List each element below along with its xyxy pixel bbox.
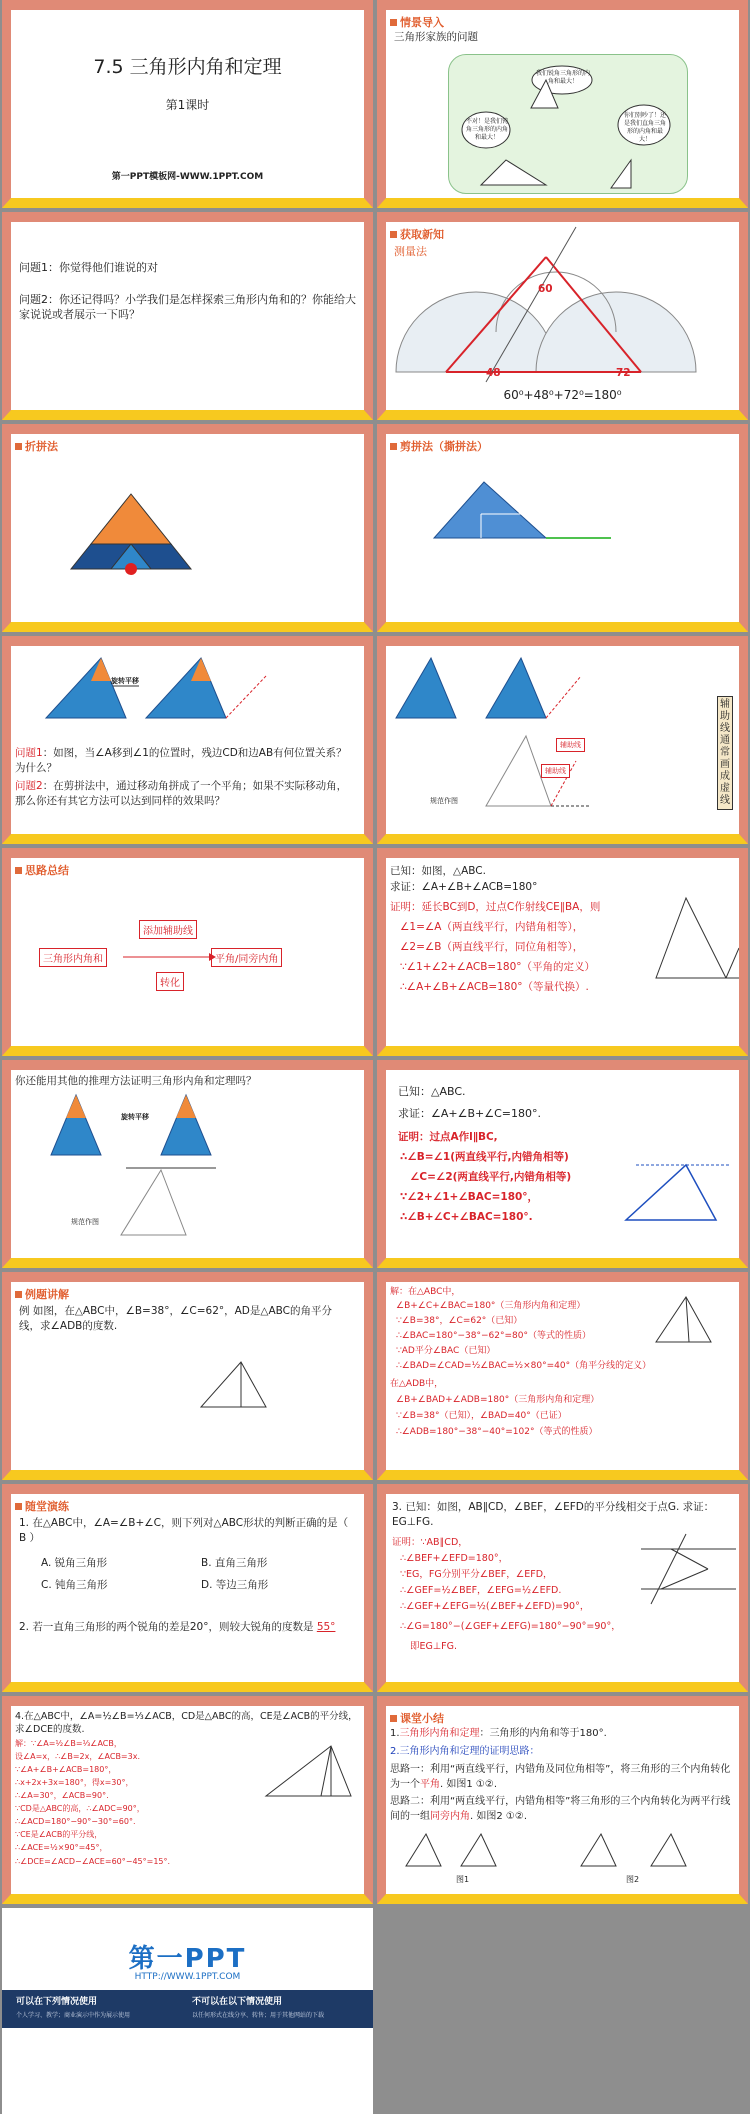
- ad-url: HTTP://WWW.1PPT.COM: [134, 1972, 241, 1982]
- exercise-4-figure: [11, 1706, 364, 1894]
- other-proof-question: 你还能用其他的推理方法证明三角形内角和定理吗？: [15, 1075, 257, 1087]
- sum-formula: 60⁰+48⁰+72⁰=180⁰: [503, 388, 622, 402]
- intro-question: 三角形家族的问题: [394, 31, 478, 43]
- slide-title: [2, 0, 373, 208]
- slide-ad: [2, 1908, 373, 2114]
- to-prove: 求证：∠A+∠B+∠C=180°.: [398, 1107, 541, 1120]
- sol-8: ∠B+∠BAD+∠ADB=180°（三角形内角和定理）: [396, 1395, 600, 1405]
- ex4-4: ∴x+2x+3x=180°，得x=30°，: [15, 1778, 134, 1787]
- ad-banner: [2, 1990, 373, 2028]
- sol-7: 在△ADB中，: [390, 1379, 444, 1389]
- summary-1: 1.三角形内角和定理：三角形的内角和等于180°.: [390, 1728, 607, 1739]
- sol-3: ∵∠B=38°，∠C=62°（已知）: [396, 1316, 523, 1326]
- question-2: 问题2：你还记得吗？小学我们是怎样探索三角形内角和的？你能给大家说说或者展示一下吗？: [19, 293, 356, 321]
- sol-5: ∵AD平分∠BAC（已知）: [396, 1346, 496, 1356]
- aux-label-2: 辅助线: [556, 738, 585, 752]
- other-proof-figure: [11, 1070, 364, 1258]
- example-text: 例 如图，在△ABC中，∠B=38°，∠C=62°，AD是△ABC的角平分线，求∠ADB的度数.: [19, 1305, 332, 1332]
- bubble-obtuse: 不对！是我们钝角三角形的内角和最大！: [466, 118, 509, 141]
- proof-line-4: ∵∠2+∠1+∠BAC=180°，: [400, 1191, 539, 1203]
- problem-2: 问题2：在剪拼法中，通过移动角拼成了一个平角；如果不实际移动角，那么你还有其它方法可以达到同样的效果吗？: [15, 780, 348, 807]
- exercise-1: 1. 在△ABC中，∠A=∠B+∠C，则下列对△ABC形状的判断正确的是（ B ）: [19, 1517, 349, 1544]
- can-use: 可以在下列情况使用: [16, 1997, 98, 2007]
- proof-line-1: 证明：过点A作l∥BC,: [398, 1131, 498, 1143]
- section-tag: 思路总结: [15, 862, 69, 878]
- slide-proof-2: [377, 1060, 748, 1268]
- sol-2: ∠B+∠C+∠BAC=180°（三角形内角和定理）: [396, 1301, 586, 1311]
- triangle-family-illustration: [386, 10, 739, 198]
- sol-9: ∵∠B=38°（已知），∠BAD=40°（已证）: [396, 1411, 567, 1421]
- question-1: 问题1：你觉得他们谁说的对: [19, 261, 158, 274]
- given: 已知：如图，△ABC.: [390, 865, 486, 877]
- exercise-2: 2. 若一直角三角形的两个锐角的差是20°，则较大锐角的度数是 55°: [19, 1621, 336, 1633]
- slide-intro: [377, 0, 748, 208]
- option-b: B. 直角三角形: [201, 1557, 268, 1569]
- slide-cut: [377, 424, 748, 632]
- exercise-4: 4.在△ABC中，∠A=½∠B=⅓∠ACB，CD是△ABC的高，CE是∠ACB的平分线，求∠DCE的度数.: [15, 1711, 358, 1735]
- slide-exercise-4: [2, 1696, 373, 1904]
- ex4-2: 设∠A=x，∴∠B=2x，∠ACB=3x.: [15, 1752, 141, 1761]
- page-subtitle: 第1课时: [165, 98, 210, 112]
- section-tag: 获取新知: [390, 226, 444, 242]
- figure-2-label: 图2: [626, 1875, 640, 1884]
- section-tag: 课堂小结: [390, 1710, 444, 1726]
- angle-48: 48: [486, 367, 501, 379]
- exercise-3-figure: [386, 1494, 739, 1682]
- to-prove: 求证：∠A+∠B+∠ACB=180°: [390, 881, 538, 893]
- proof-line-5: ∴∠A+∠B+∠ACB=180°（等量代换）.: [400, 981, 589, 993]
- aux-label-1: 辅助线: [541, 764, 570, 778]
- given: 已知：△ABC.: [398, 1085, 466, 1098]
- angle-72: 72: [616, 367, 631, 379]
- section-tag: 剪拼法（撕拼法）: [390, 438, 488, 454]
- summary-figures: [386, 1706, 739, 1894]
- ex4-10: ∴∠DCE=∠ACD−∠ACE=60°−45°=15°.: [15, 1857, 171, 1866]
- exercise-3: 3. 已知：如图，AB∥CD，∠BEF，∠EFD的平分线相交于点G. 求证：EG⊥FG.: [392, 1501, 715, 1528]
- slide-other-proof: [2, 1060, 373, 1268]
- slide-problem: [2, 636, 373, 844]
- slide-summary-idea: [2, 848, 373, 1056]
- proof-figure: [386, 858, 739, 1046]
- slide-exercise: [2, 1484, 373, 1692]
- ex3-4: ∴∠GEF=½∠BEF，∠EFG=½∠EFD.: [400, 1585, 562, 1596]
- summary-4: 思路二：利用“两直线平行，内错角相等”将三角形的三个内角转化为两平行线间的一组同旁内角. 如图2 ①②.: [390, 1796, 731, 1822]
- solution-figure: [386, 1282, 739, 1470]
- section-tag: 折拼法: [15, 438, 58, 454]
- rotate-label: 旋转平移: [121, 1113, 149, 1121]
- ex4-5: ∴∠A=30°，∠ACB=90°.: [15, 1791, 109, 1800]
- fold-triangle-illustration: [11, 434, 364, 622]
- summary-2: 2.三角形内角和定理的证明思路：: [390, 1746, 540, 1757]
- sol-10: ∴∠ADB=180°−38°−40°=102°（等式的性质）: [396, 1427, 598, 1437]
- box-aux-line: 添加辅助线: [139, 920, 197, 939]
- ad-logo: 第一PPT: [128, 1944, 247, 1974]
- option-a: A. 锐角三角形: [41, 1557, 108, 1569]
- ex4-1: 解：∵∠A=½∠B=⅓∠ACB，: [15, 1739, 122, 1748]
- section-tag: 随堂演练: [15, 1498, 69, 1514]
- cannot-use: 不可以在以下情况使用: [192, 1997, 283, 2007]
- flow-arrow: [11, 858, 364, 1046]
- box-angle-sum: 三角形内角和: [39, 948, 107, 967]
- slide-fold: [2, 424, 373, 632]
- ex4-9: ∴∠ACE=½×90°=45°，: [15, 1843, 108, 1852]
- proof-figure: [386, 1070, 739, 1258]
- slide-summary: [377, 1696, 748, 1904]
- ex3-7: 即EG⊥FG.: [410, 1641, 457, 1652]
- protractor-illustration: [386, 222, 739, 410]
- section-tag: 情景导入: [390, 14, 444, 30]
- ex3-5: ∴∠GEF+∠EFG=½(∠BEF+∠EFD)=90°，: [400, 1601, 590, 1612]
- proof-line-2: ∴∠B=∠1(两直线平行,内错角相等): [400, 1151, 569, 1163]
- ex4-8: ∵CE是∠ACB的平分线，: [15, 1830, 103, 1839]
- proof-line-3: ∠C=∠2(两直线平行,内错角相等): [410, 1171, 572, 1183]
- norm-label: 规范作图: [430, 797, 458, 805]
- ex4-7: ∴∠ACD=180°−90°−30°=60°.: [15, 1817, 136, 1826]
- figure-1-label: 图1: [456, 1875, 470, 1884]
- ex3-3: ∵EG，FG分别平分∠BEF，∠EFD，: [400, 1569, 553, 1580]
- proof-line-1: 证明：延长BC到D，过点C作射线CE∥BA，则: [390, 901, 601, 913]
- bubble-right: 你们别吵了！还是我们直角三角形的内角和最大！: [623, 112, 666, 143]
- proof-line-3: ∠2=∠B（两直线平行，同位角相等），: [400, 941, 584, 953]
- proof-line-4: ∵∠1+∠2+∠ACB=180°（平角的定义）: [400, 961, 595, 973]
- footer-link: 第一PPT模板网-WWW.1PPT.COM: [111, 172, 264, 182]
- ex4-6: ∵CD是△ABC的高，∴∠ADC=90°，: [15, 1804, 145, 1813]
- option-c: C. 钝角三角形: [41, 1579, 108, 1591]
- bubble-acute: 我们锐角三角形的内角和最大！: [536, 70, 591, 85]
- can-use-desc: 个人学习、教学；商业演示中作为展示使用: [16, 2012, 131, 2019]
- slide-questions: [2, 212, 373, 420]
- method-title: 测量法: [394, 245, 427, 258]
- option-d: D. 等边三角形: [201, 1579, 269, 1591]
- rotate-label: 旋转平移: [111, 677, 139, 685]
- section-tag: 例题讲解: [15, 1286, 69, 1302]
- ex3-6: ∴∠G=180°−(∠GEF+∠EFG)=180°−90°=90°，: [400, 1621, 621, 1632]
- proof-line-5: ∴∠B+∠C+∠BAC=180°.: [400, 1211, 533, 1223]
- norm-label: 规范作图: [71, 1218, 99, 1226]
- problem-1: 问题1：如图，当∠A移到∠1的位置时，残边CD和边AB有何位置关系？为什么？: [15, 747, 347, 774]
- slide-example: [2, 1272, 373, 1480]
- slide-auxline: [377, 636, 748, 844]
- page-title: 7.5 三角形内角和定理: [93, 56, 282, 78]
- proof-line-2: ∠1=∠A（两直线平行，内错角相等），: [400, 921, 584, 933]
- slide-solution: [377, 1272, 748, 1480]
- sol-1: 解：在△ABC中，: [390, 1287, 461, 1297]
- ex4-3: ∵∠A+∠B+∠ACB=180°，: [15, 1765, 117, 1774]
- example-figure: [11, 1282, 364, 1470]
- summary-3: 思路一：利用“两直线平行，内错角及同位角相等”，将三角形的三个内角转化为一个平角. 如图1 ①②.: [390, 1764, 731, 1790]
- slide-proof-1: [377, 848, 748, 1056]
- cannot-use-desc: 以任何形式在线分享、转售；用于其他网站的下载: [192, 2012, 325, 2019]
- angle-60: 60: [538, 283, 553, 295]
- ex3-1: 证明：∵AB∥CD，: [392, 1537, 468, 1548]
- cut-triangle-illustration: [386, 434, 739, 622]
- sol-4: ∴∠BAC=180°−38°−62°=80°（等式的性质）: [396, 1331, 591, 1341]
- box-transform: 转化: [156, 972, 184, 991]
- aux-side-note: 辅助线通常画成虚线: [717, 696, 733, 810]
- sol-6: ∴∠BAD=∠CAD=½∠BAC=½×80°=40°（角平分线的定义）: [396, 1361, 652, 1371]
- slide-measure: [377, 212, 748, 420]
- slide-exercise-3: [377, 1484, 748, 1692]
- ex3-2: ∴∠BEF+∠EFD=180°，: [400, 1553, 509, 1564]
- box-straight-angle: 平角/同旁内角: [211, 948, 282, 967]
